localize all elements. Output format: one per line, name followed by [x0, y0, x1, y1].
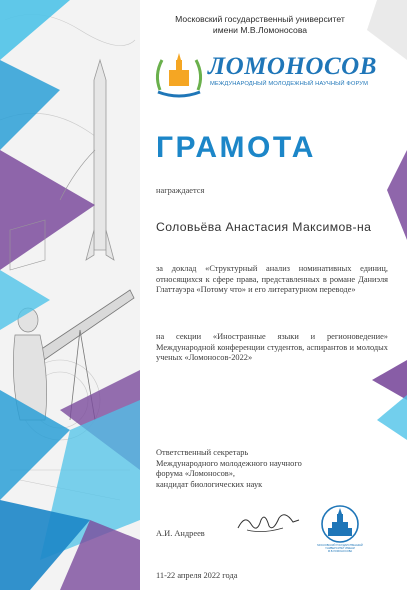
signature — [233, 506, 303, 536]
logo-subtitle: МЕЖДУНАРОДНЫЙ МОЛОДЕЖНЫЙ НАУЧНЫЙ ФОРУМ — [210, 81, 369, 87]
logo-wordmark: ЛОМОНОСОВ — [208, 53, 377, 80]
secretary-line-3: форума «Ломоносов», — [156, 469, 236, 479]
report-description: за доклад «Структурный анализ номинативных единиц, относящихся к сфере права, представленных в романе Даниэля Глаттауэра «Потому что» и его литературном переводе» — [156, 264, 388, 295]
certificate-title: ГРАМОТА — [156, 131, 316, 164]
event-dates: 11-22 апреля 2022 года — [156, 571, 238, 580]
forum-logo — [152, 50, 390, 100]
recipient-name: Соловьёва Анастасия Максимов-на — [156, 220, 372, 234]
laurel-building-icon — [152, 50, 206, 98]
secretary-line-4: кандидат биологических наук — [156, 479, 263, 489]
section-description: на секции «Иностранные языки и регионоведение» Международной конференции студентов, аспирантов и молодых ученых «Ломоносов-2022» — [156, 332, 388, 363]
decorative-artwork — [0, 0, 140, 590]
secretary-line-2: Международного молодежного научного — [156, 458, 302, 468]
university-line-1: Московский государственный университет — [175, 14, 345, 24]
emblem-caption: МОСКОВСКИЙ ГОСУДАРСТВЕННЫЙ УНИВЕРСИТЕТ ИМЕНИ М.В.ЛОМОНОСОВА — [317, 544, 363, 553]
msu-building-icon — [316, 504, 364, 544]
awarded-label: награждается — [156, 186, 205, 195]
secretary-title — [156, 448, 356, 490]
university-line-2: имени М.В.Ломоносова — [212, 25, 308, 35]
msu-emblem — [316, 504, 364, 558]
university-name — [150, 14, 370, 36]
secretary-line-1: Ответственный секретарь — [156, 448, 249, 457]
signer-name: А.И. Андреев — [156, 529, 205, 538]
